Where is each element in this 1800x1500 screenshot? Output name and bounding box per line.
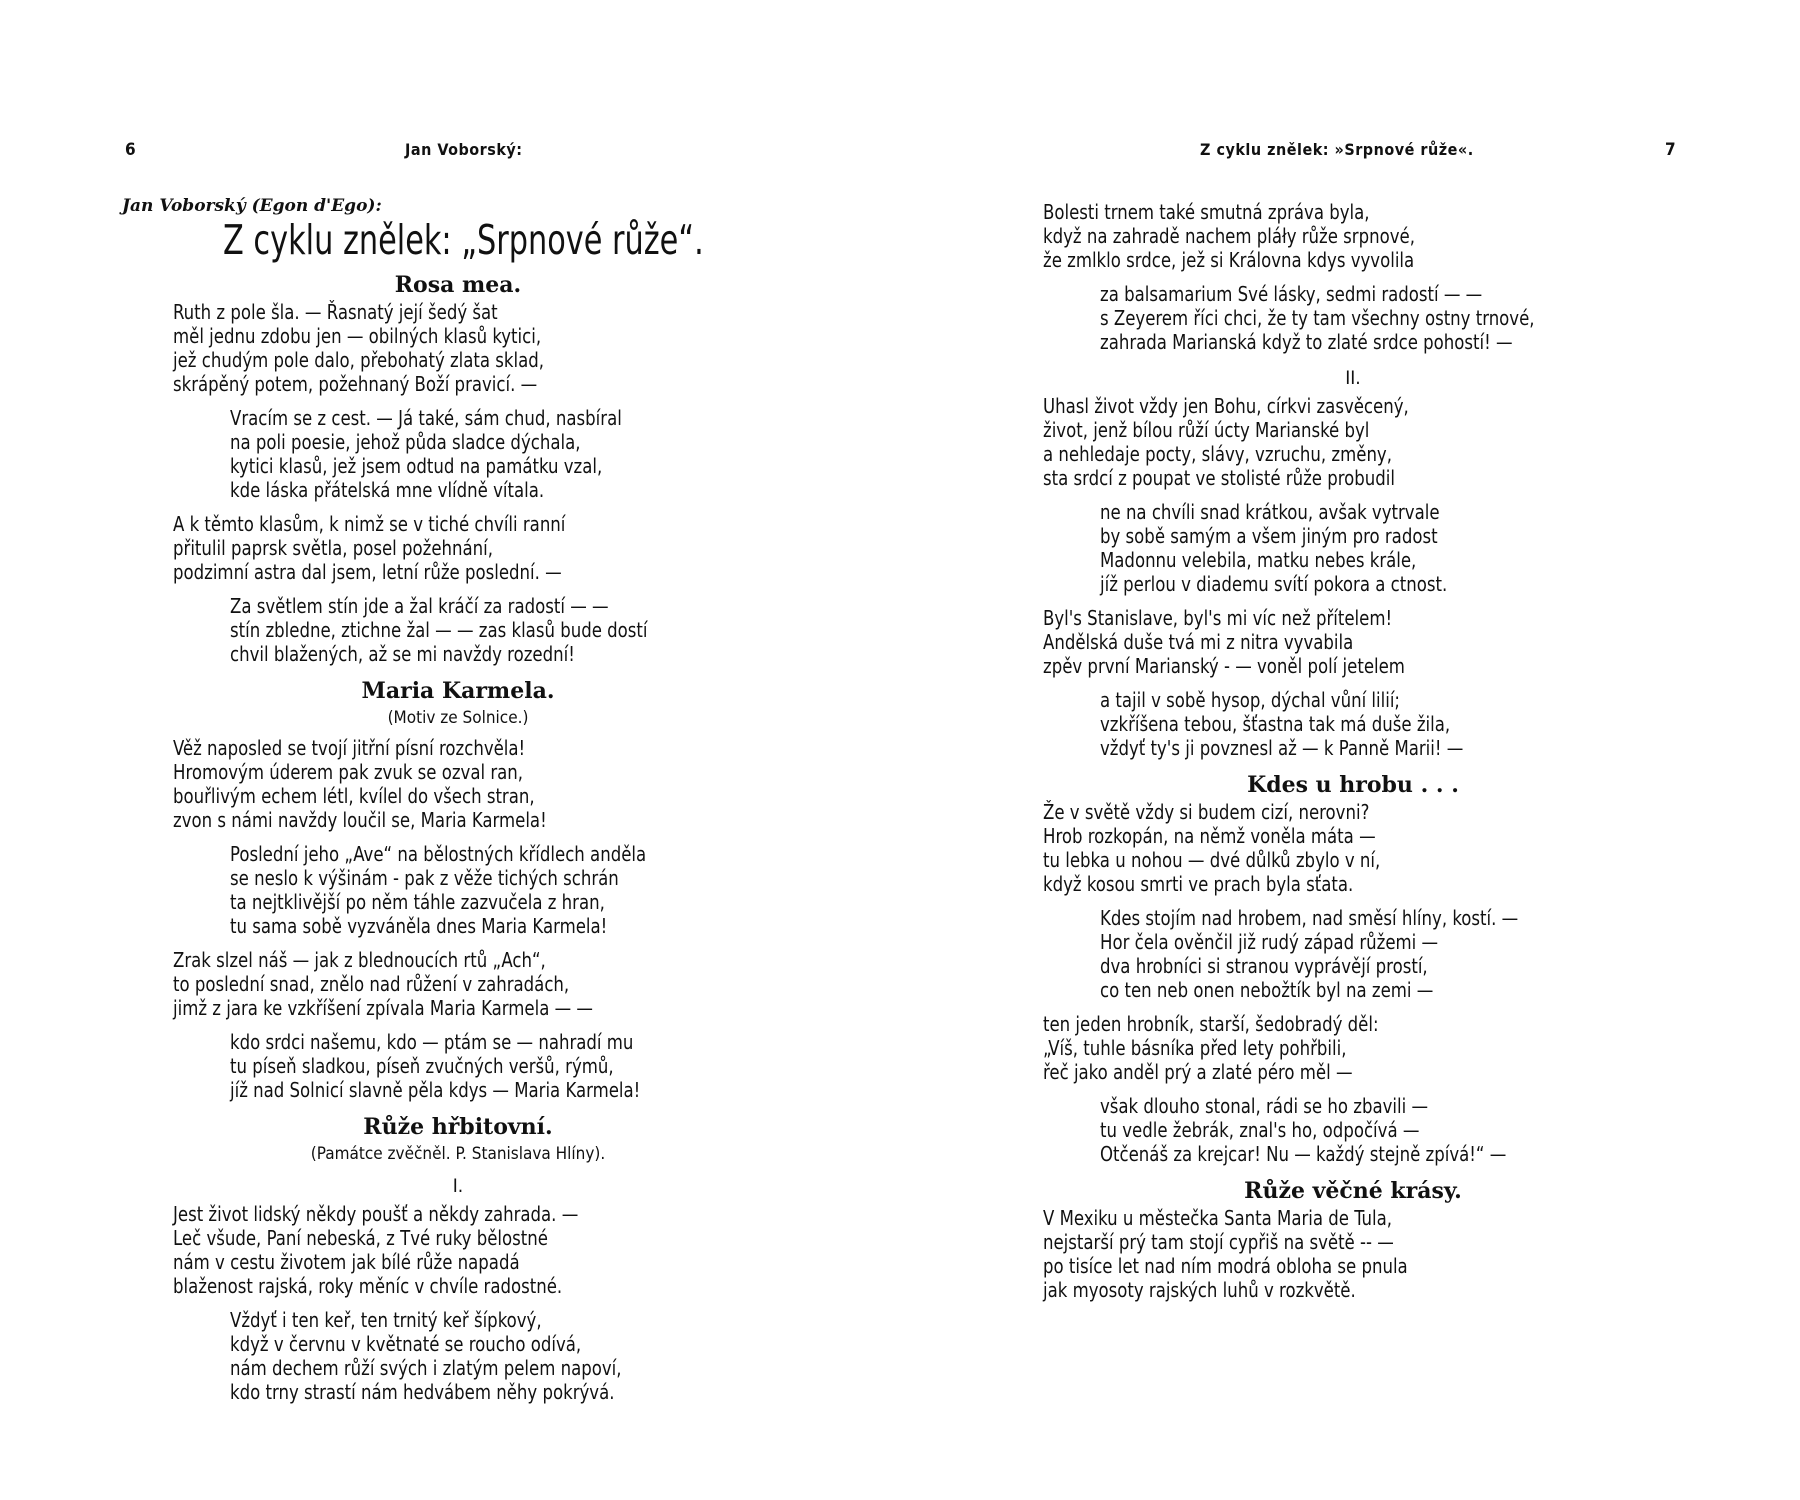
stanza [1043,606,1663,678]
verse-line: kytici klasů, jež jsem odtud na památku vzal, [230,454,603,478]
verse-line: tu píseň sladkou, píseň zvučných veršů, rýmů, [230,1054,614,1078]
verse-line: že zmlklo srdce, jež si Královna kdys vyvolila [1043,248,1415,272]
verse-line: život, jenž bílou růží úcty Marianské byl [1043,418,1370,442]
verse-line: když kosou smrti ve prach byla sťata. [1043,872,1354,896]
poem-title: Maria Karmela. [361,678,555,704]
verse-line: Hor čela ověnčil již rudý západ růžemi — [1100,930,1439,954]
verse-line: tu vedle žebrák, znal's ho, odpočívá — [1100,1118,1420,1142]
verse-line: ne na chvíli snad krátkou, avšak vytrvale [1100,500,1440,524]
verse-line: měl jednu zdobu jen — obilných klasů kytici, [173,324,542,348]
stanza [1043,1206,1663,1302]
stanza [173,948,743,1020]
poem-body-ruze-vecne-krasy [1043,1206,1663,1302]
verse-line: a nehledaje pocty, slávy, vzruchu, změny, [1043,442,1392,466]
verse-line: za balsamarium Své lásky, sedmi radostí — — [1100,282,1483,306]
verse-line: skrápěný potem, požehnaný Boží pravicí. — [173,372,538,396]
section-numeral: I. [452,1175,464,1197]
verse-line: Za světlem stín jde a žal kráčí za radostí — — [230,594,609,618]
verse-line: Že v světě vždy si budem cizí, nerovni? [1043,800,1370,824]
stanza [1043,394,1663,490]
verse-line: zahrada Marianská když to zlaté srdce pohostí! — [1100,330,1513,354]
verse-line: Bolesti trnem také smutná zpráva byla, [1043,200,1370,224]
verse-line: jíž perlou v diademu svítí pokora a ctnost. [1100,572,1448,596]
verse-line: řeč jako anděl prý a zlaté péro měl — [1043,1060,1353,1084]
verse-line: kdo trny strastí nám hedvábem něhy pokrývá. [230,1380,615,1404]
stanza [173,512,743,584]
verse-line: blaženost rajská, roky měníc v chvíle radostné. [173,1274,563,1298]
poem-body-ruze-hrbitovni [173,1202,743,1404]
verse-line: se neslo k výšinám - pak z věže tichých schrán [230,866,619,890]
verse-line: Vracím se z cest. — Já také, sám chud, nasbíral [230,406,622,430]
verse-line: ten jeden hrobník, starší, šedobradý děl: [1043,1012,1379,1036]
verse-line: s Zeyerem říci chci, že ty tam všechny ostny trnové, [1100,306,1535,330]
verse-line: Poslední jeho „Ave“ na bělostných křídlech anděla [230,842,647,866]
poem-body-kdes-u-hrobu [1043,800,1663,1166]
verse-line: ta nejtklivější po něm táhle zazvučela z hran, [230,890,605,914]
verse-line: kde láska přátelská mne vlídně vítala. [230,478,545,502]
verse-line: Otčenáš za krejcar! Nu — každý stejně zpívá!“ — [1100,1142,1507,1166]
verse-line: vzkříšena tebou, šťastna tak má duše žila, [1100,712,1451,736]
stanza [173,406,743,502]
verse-line: Ruth z pole šla. — Řasnatý její šedý šat [173,300,498,324]
verse-line: Byl's Stanislave, byl's mi víc než přítelem! [1043,606,1393,630]
verse-line: však dlouho stonal, rádi se ho zbavili — [1100,1094,1429,1118]
verse-line: kdo srdci našemu, kdo — ptám se — nahradí mu [230,1030,634,1054]
running-head: Jan Voborský: [405,140,523,159]
verse-line: to poslední snad, znělo nad růžení v zahradách, [173,972,570,996]
stanza [173,594,743,666]
verse-line: vždyť ty's ji povznesl až — k Panně Marii! — [1100,736,1464,760]
verse-line: by sobě samým a všem jiným pro radost [1100,524,1438,548]
verse-line: V Mexiku u městečka Santa Maria de Tula, [1043,1206,1393,1230]
verse-line: Hrob rozkopán, na němž voněla máta — [1043,824,1376,848]
poem-body-rosa-mea [173,300,743,666]
verse-line: Jest život lidský někdy poušť a někdy zahrada. — [173,1202,579,1226]
poem-title: Růže věčné krásy. [1244,1178,1462,1204]
verse-line: jimž z jara ke vzkříšení zpívala Maria Karmela — — [173,996,593,1020]
running-head: Z cyklu znělek: »Srpnové růže«. [1200,140,1474,159]
verse-line: dva hrobníci si stranou vyprávějí prostí, [1100,954,1428,978]
verse-line: nám v cestu životem jak bílé růže napadá [173,1250,520,1274]
left-column [173,270,743,1414]
verse-line: nejstarší prý tam stojí cypřiš na světě -- — [1043,1230,1394,1254]
stanza [1043,500,1663,596]
verse-line: tu sama sobě vyzváněla dnes Maria Karmela! [230,914,608,938]
verse-line: sta srdcí z poupat ve stolisté růže probudil [1043,466,1395,490]
verse-line: Zrak slzel náš — jak z blednoucích rtů „Ach“, [173,948,546,972]
verse-line: a tajil v sobě hysop, dýchal vůní lilií; [1100,688,1401,712]
stanza [173,842,743,938]
verse-line: stín zbledne, ztichne žal — — zas klasů bude dostí [230,618,648,642]
page-number: 7 [1665,140,1677,160]
stanza [173,1030,743,1102]
poem-body-section-ii [1043,394,1663,760]
verse-line: tu lebka u nohou — dvé důlků zbylo v ní, [1043,848,1381,872]
verse-line: bouřlivým echem létl, kvílel do všech stran, [173,784,535,808]
poem-title: Růže hřbitovní. [363,1114,553,1140]
page-number: 6 [125,140,137,160]
right-column [1043,200,1663,1312]
poem-title: Rosa mea. [394,272,522,298]
poem-title: Kdes u hrobu . . . [1247,772,1459,798]
poem-subtitle: (Motiv ze Solnice.) [387,708,529,728]
verse-line: přitulil paprsk světla, posel požehnání, [173,536,494,560]
stanza [1043,1012,1663,1084]
verse-line: Andělská duše tvá mi z nitra vyvabila [1043,630,1354,654]
author-line: Jan Voborský (Egon d'Ego): [122,196,382,216]
verse-line: když na zahradě nachem pláły růže srpnové, [1043,224,1415,248]
stanza [173,300,743,396]
verse-line: Uhasl život vždy jen Bohu, církvi zasvěcený, [1043,394,1409,418]
verse-line: „Víš, tuhle básníka před lety pohřbili, [1043,1036,1347,1060]
verse-line: zvon s námi navždy loučil se, Maria Karmela! [173,808,547,832]
section-numeral: II. [1345,367,1361,389]
verse-line: Hromovým úderem pak zvuk se ozval ran, [173,760,524,784]
cycle-title: Z cyklu znělek: „Srpnové růže“. [223,216,704,264]
stanza [1043,1094,1663,1166]
verse-line: Věž naposled se tvojí jitřní písní rozchvěla! [173,736,526,760]
verse-line: po tisíce let nad ním modrá obloha se pnula [1043,1254,1408,1278]
verse-line: Kdes stojím nad hrobem, nad směsí hlíny, kostí. — [1100,906,1519,930]
poem-body-continued [1043,200,1663,354]
poem-body-maria-karmela [173,736,743,1102]
verse-line: jíž nad Solnicí slavně pěla kdys — Maria Karmela! [230,1078,641,1102]
verse-line: Vždyť i ten keř, ten trnitý keř šípkový, [230,1308,542,1332]
poem-subtitle: (Památce zvěčněl. P. Stanislava Hlíny). [310,1144,606,1164]
stanza [173,1202,743,1298]
verse-line: jež chudým pole dalo, přebohatý zlata sklad, [173,348,545,372]
right-page [900,0,1800,1500]
stanza [1043,800,1663,896]
verse-line: chvil blažených, až se mi navždy rozední! [230,642,575,666]
verse-line: co ten neb onen nebožtík byl na zemi — [1100,978,1434,1002]
verse-line: podzimní astra dal jsem, letní růže poslední. — [173,560,562,584]
stanza [1043,200,1663,272]
stanza [173,736,743,832]
verse-line: zpěv první Marianský - — voněl polí jetelem [1043,654,1405,678]
verse-line: když v červnu v květnaté se roucho odívá, [230,1332,582,1356]
verse-line: A k těmto klasům, k nimž se v tiché chvíli ranní [173,512,566,536]
verse-line: nám dechem růží svých i zlatým pelem napoví, [230,1356,622,1380]
stanza [1043,282,1663,354]
verse-line: Leč všude, Paní nebeská, z Tvé ruky bělostné [173,1226,548,1250]
verse-line: jak myosoty rajských luhů v rozkvětě. [1043,1278,1356,1302]
verse-line: Madonnu velebila, matku nebes krále, [1100,548,1417,572]
stanza [1043,688,1663,760]
stanza [1043,906,1663,1002]
stanza [173,1308,743,1404]
verse-line: na poli poesie, jehož půda sladce dýchala, [230,430,581,454]
